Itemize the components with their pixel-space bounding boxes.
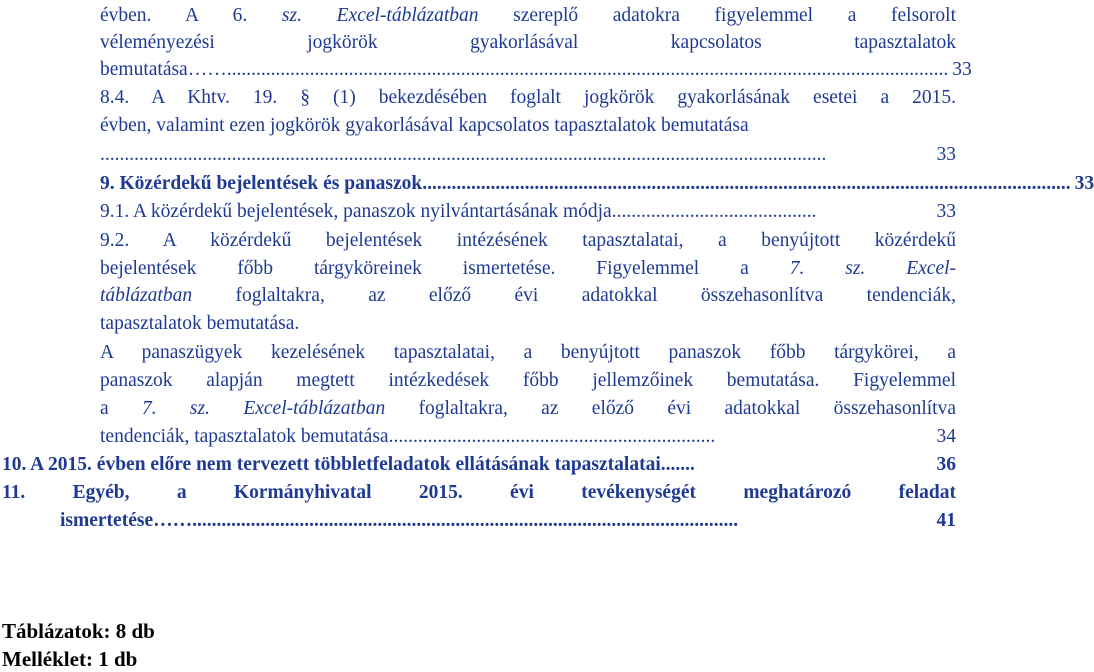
entry-text: 10. A 2015. évben előre nem tervezett többletfeladatok ellátásának tapasztalatai (2, 454, 661, 475)
toc-cont-line-1: évben. A 6. sz. Excel-táblázatban szereplő adatokra figyelemmel a felsorolt (100, 5, 956, 26)
annex-count: Melléklet: 1 db (2, 647, 138, 671)
page-number: 36 (936, 454, 956, 475)
page-number: 33 (936, 144, 956, 165)
page-number: 41 (936, 510, 956, 531)
entry-text: bemutatása…… (100, 59, 227, 80)
toc-entry-8-4-line-2[interactable]: évben, valamint ezen jogkörök gyakorlásával kapcsolatos tapasztalatok bemutatása (100, 115, 749, 136)
toc-entry-9-2-pageline[interactable] (100, 425, 956, 449)
toc-entry-9-2-line-2[interactable]: bejelentések főbb tárgyköreinek ismertetése. Figyelemmel a 7. sz. Excel- (100, 258, 957, 279)
toc-entry-9-2-p2-line-3[interactable]: a 7. sz. Excel-táblázatban foglaltakra, az előző évi adatokkal összehasonlítva (100, 398, 957, 419)
toc-cont-line-2: véleményezési jogkörök gyakorlásával kapcsolatos tapasztalatok (100, 32, 956, 53)
toc-entry-9-2-p2-line-1[interactable]: A panaszügyek kezelésének tapasztalatai, a benyújtott panaszok főbb tárgykörei, a (100, 342, 956, 363)
toc-entry-11-pageline[interactable] (60, 509, 956, 533)
page-number: 34 (936, 426, 956, 447)
entry-text: 9. Közérdekű bejelentések és panaszok (100, 173, 423, 194)
toc-entry-8-3-pageline[interactable] (100, 58, 972, 82)
tables-count: Táblázatok: 8 db (2, 619, 155, 643)
dot-leader: ................................................................... (388, 426, 716, 447)
toc-entry-9[interactable] (100, 172, 1094, 196)
toc-entry-9-2-p2-line-2[interactable]: panaszok alapján megtett intézkedések főbb jellemzőinek bemutatása. Figyelemmel (100, 370, 956, 391)
page-number: 33 (1074, 173, 1094, 194)
toc-entry-8-4-line-1[interactable]: 8.4. A Khtv. 19. § (1) bekezdésében foglalt jogkörök gyakorlásának esetei a 2015. (100, 87, 956, 108)
dot-leader: .......................................... (611, 201, 817, 222)
dot-leader: ....... (660, 454, 695, 475)
dot-leader: ................................................................................................................ (192, 510, 739, 531)
entry-text: ismertetése…… (60, 510, 193, 531)
dot-leader: ..................................................................................................................................................... (100, 144, 827, 165)
entry-text: 9.1. A közérdekű bejelentések, panaszok nyilvántartásának módja (100, 201, 612, 222)
toc-entry-10[interactable] (2, 453, 956, 477)
toc-entry-9-2-line-1[interactable]: 9.2. A közérdekű bejelentések intézésének tapasztalatai, a benyújtott közérdekű (100, 230, 956, 251)
dot-leader: ..................................................................................................................................... (422, 173, 1071, 194)
dot-leader: .................................................................................................................................................... (226, 59, 949, 80)
page-number: 33 (936, 201, 956, 222)
toc-entry-9-2-line-3[interactable]: táblázatban foglaltakra, az előző évi adatokkal összehasonlítva tendenciák, (100, 285, 956, 306)
toc-entry-8-4-pageline[interactable] (100, 143, 956, 167)
toc-entry-11-line-1[interactable]: 11. Egyéb, a Kormányhivatal 2015. évi tevékenységét meghatározó feladat (2, 482, 956, 503)
toc-entry-9-2-line-4[interactable]: tapasztalatok bemutatása. (100, 313, 300, 334)
entry-text: tendenciák, tapasztalatok bemutatása (100, 426, 389, 447)
toc-entry-9-1[interactable] (100, 200, 956, 224)
page-number: 33 (952, 59, 972, 80)
